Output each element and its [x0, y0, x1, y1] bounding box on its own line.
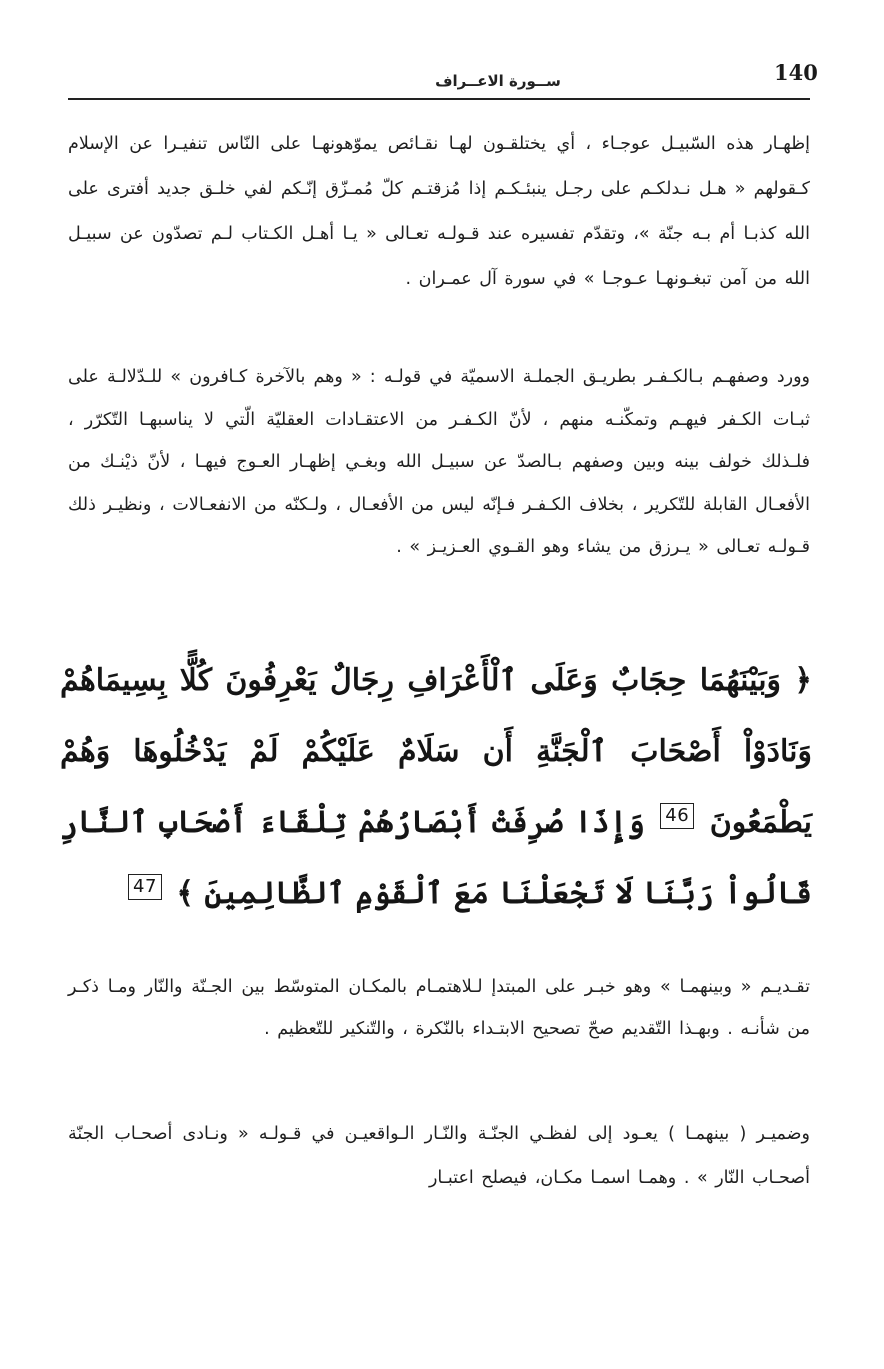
page-number: 140 — [774, 60, 818, 85]
verse-number-marker-47: 47 — [128, 874, 162, 900]
commentary-paragraph-4: وضميـر ( بينهمـا ) يعـود إلى لفظـي الجنّـة والنّـار الـواقعيـن في قـولـه « ونـادى أصحـاب الجنّة أصحـاب النّار » . وهمـا اسمـا مكـان، فيصلح اعتبـار — [68, 1124, 810, 1188]
commentary-paragraph-2: وورد وصفهـم بـالكـفـر بطريـق الجملـة الاسميّة في قولـه : « وهم بالآخرة كـافرون » للـدّلالـة على ثبـات الكـفر فيهـم وتمكّنـه منهم ، لأنّ الكـفـر من الاعتقـادات العقليّة الّتي لا يناسبهـا التّكرّر ، فلـذلك خولف بينه وبين وصفهم بـالصدّ عن سبيـل الله وبغـي إظهـار العـوج فيهـا ، لأنّ ذيْنـك من الأفعـال القابلة للتّكرير ، بخلاف الكـفـر فـإنّه ليس من الأفعـال ، ولـكنّه من الانفعـالات ، ونظيـر ذلك قـولـه تعـالى « يـرزق من يشاء وهو القـوي العـزيـز » . — [68, 367, 810, 557]
page-header — [68, 58, 818, 100]
commentary-paragraph-3: تقـديـم « وبينهمـا » وهو خبـر على المبتدإ لـلاهتمـام بالمكـان المتوسّط بين الجـنّة والنّار ومـا ذكـر من شأنـه . وبهـذا التّقديم صحّ تصحيح الابتـداء بالنّكرة ، والتّنكير للتّعظيم . — [68, 977, 810, 1039]
quran-verse-block — [60, 645, 812, 929]
commentary-paragraph-1: إظهـار هذه السّبيـل عوجـاء ، أي يختلقـون لهـا نقـائص يموّهونهـا على النّاس تنفيـرا عن الإسلام كـقولهم « هـل نـدلكـم على رجـل ينبئـكـم إذا مُزقتـم كلّ مُمـزّق إنّـكم لفي خلـق جديد أفترى على الله كذبـا أم بـه جنّة »، وتقدّم تفسيره عند قـولـه تعـالى « يـا أهـل الكـتاب لـم تصدّون عن سبيـل الله من آمن تبغـونهـا عـوجـا » في سورة آل عمـران . — [68, 134, 810, 289]
verse-text-46: ﴿ وَبَيْنَهُمَا حِجَابٌ وَعَلَى ٱلْأَعْرَافِ رِجَالٌ يَعْرِفُونَ كُلًّا بِسِيمَاهُمْ وَنَادَوْاْ أَصْحَابَ ٱلْجَنَّةِ أَن سَلَامٌ عَلَيْكُمْ لَمْ يَدْخُلُوهَا وَهُمْ يَطْمَعُونَ — [60, 663, 812, 840]
header-divider — [68, 98, 810, 100]
verse-text-47: وَإِذَا صُرِفَتْ أَبْصَارُهُمْ تِلْقَاءَ أَصْحَابِ ٱلنَّارِ قَالُواْ رَبَّنَا لَا تَجْعَلْنَا مَعَ ٱلْقَوْمِ ٱلظَّالِمِينَ ﴾ — [60, 805, 812, 911]
surah-title: ســورة الاعــراف — [435, 72, 561, 90]
verse-number-marker-46: 46 — [660, 803, 694, 829]
